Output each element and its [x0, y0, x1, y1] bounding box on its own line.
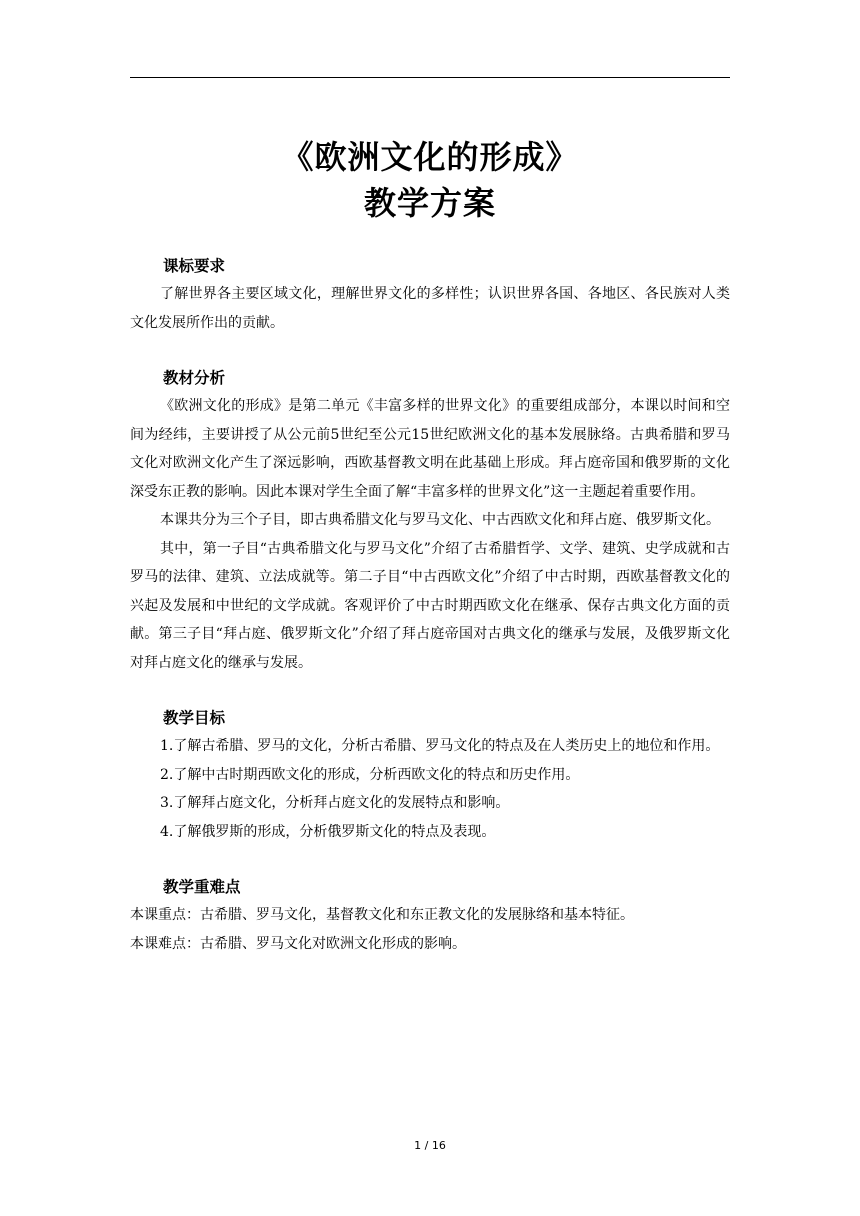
- paragraph: 了解世界各主要区域文化，理解世界文化的多样性；认识世界各国、各地区、各民族对人类文化发展所作出的贡献。: [130, 286, 730, 331]
- section-heading: 教材分析: [163, 369, 226, 387]
- header-rule: [130, 77, 730, 78]
- document-body: [130, 252, 730, 958]
- section-key-difficult-points: [130, 873, 730, 958]
- difficult-point: 本课难点：古希腊、罗马文化对欧洲文化形成的影响。: [130, 935, 466, 952]
- section-teaching-objectives: [130, 704, 730, 846]
- objective-item: 3.了解拜占庭文化，分析拜占庭文化的发展特点和影响。: [160, 795, 510, 811]
- section-curriculum-requirements: [130, 252, 730, 337]
- section-heading: 教学目标: [163, 709, 226, 727]
- paragraph: 其中，第一子目“古典希腊文化与罗马文化”介绍了古希腊哲学、文学、建筑、史学成就和古罗马的法律、建筑、立法成就等。第二子目“中古西欧文化”介绍了中古时期，西欧基督教文化的兴起及发展和中世纪的文学成就。客观评价了中古时期西欧文化在继承、保存古典文化方面的贡献。第三子目“拜占庭、俄罗斯文化”介绍了拜占庭帝国对古典文化的继承与发展，及俄罗斯文化对拜占庭文化的继承与发展。: [130, 540, 730, 671]
- objective-item: 2.了解中古时期西欧文化的形成，分析西欧文化的特点和历史作用。: [160, 766, 580, 783]
- key-point: 本课重点：古希腊、罗马文化，基督教文化和东正教文化的发展脉络和基本特征。: [130, 907, 634, 923]
- section-heading: 教学重难点: [163, 878, 241, 896]
- page-number: 1 / 16: [414, 1139, 446, 1152]
- paragraph: 《欧洲文化的形成》是第二单元《丰富多样的世界文化》的重要组成部分，本课以时间和空间为经纬，主要讲授了从公元前5世纪至公元15世纪欧洲文化的基本发展脉络。古典希腊和罗马文化对欧洲文化产生了深远影响，西欧基督教文明在此基础上形成。拜占庭帝国和俄罗斯的文化深受东正教的影响。因此本课对学生全面了解“丰富多样的世界文化”这一主题起着重要作用。: [130, 398, 730, 500]
- section-textbook-analysis: [130, 364, 730, 677]
- objective-item: 4.了解俄罗斯的形成，分析俄罗斯文化的特点及表现。: [160, 823, 496, 840]
- document-subtitle: 教学方案: [363, 184, 496, 222]
- document-title: 《欧洲文化的形成》: [281, 138, 579, 176]
- paragraph: 本课共分为三个子目，即古典希腊文化与罗马文化、中古西欧文化和拜占庭、俄罗斯文化。: [160, 512, 720, 528]
- objective-item: 1.了解古希腊、罗马的文化，分析古希腊、罗马文化的特点及在人类历史上的地位和作用。: [160, 738, 720, 754]
- section-heading: 课标要求: [163, 257, 226, 275]
